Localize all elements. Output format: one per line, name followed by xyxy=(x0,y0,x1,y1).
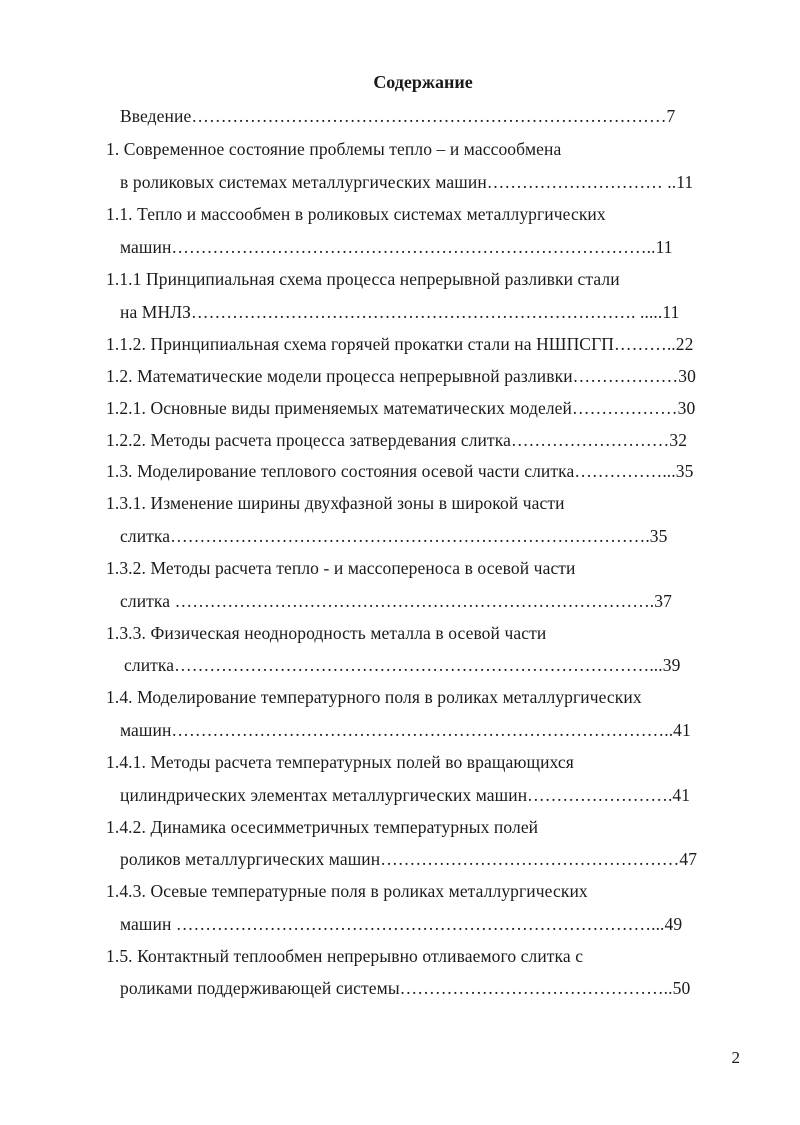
toc-line: 1.3.3. Физическая неоднородность металла в осевой части xyxy=(106,623,547,643)
toc-line: слитка……………………………………………………………………….35 xyxy=(120,526,668,546)
toc-line: машин…………………………………………………………………………..41 xyxy=(120,720,691,740)
toc-line: в роликовых системах металлургических машин………………………… ..11 xyxy=(120,172,694,192)
toc-line: 1. Современное состояние проблемы тепло – и массообмена xyxy=(106,139,562,159)
toc-line: машин ………………………………………………………………………...49 xyxy=(120,914,683,934)
toc-line: 1.2.2. Методы расчета процесса затвердевания слитка………………………32 xyxy=(106,430,688,450)
toc-line: 1.1.1 Принципиальная схема процесса непрерывной разливки стали xyxy=(106,269,620,289)
toc-line: 1.3.1. Изменение ширины двухфазной зоны в широкой части xyxy=(106,493,565,513)
page-number: 2 xyxy=(731,1048,740,1067)
toc-line: 1.4. Моделирование температурного поля в роликах металлургических xyxy=(106,687,642,707)
toc-line: 1.2. Математические модели процесса непрерывной разливки………………30 xyxy=(106,366,696,386)
toc-line: 1.3.2. Методы расчета тепло - и массопереноса в осевой части xyxy=(106,558,576,578)
toc-line: Введение………………………………………………………………………7 xyxy=(120,106,676,126)
toc-line: слитка ……………………………………………………………………….37 xyxy=(120,591,672,611)
page-title: Содержание xyxy=(373,72,473,92)
toc-line: 1.4.1. Методы расчета температурных полей во вращающихся xyxy=(106,752,574,772)
toc-line: 1.1. Тепло и массообмен в роликовых системах металлургических xyxy=(106,204,606,224)
toc-line: 1.4.2. Динамика осесимметричных температурных полей xyxy=(106,817,539,837)
toc-line: 1.3. Моделирование теплового состояния осевой части слитка……………...35 xyxy=(106,461,694,481)
toc-line: слитка………………………………………………………………………...39 xyxy=(124,655,681,675)
toc-line: 1.4.3. Осевые температурные поля в роликах металлургических xyxy=(106,881,588,901)
toc-line: роликов металлургических машин……………………………………………47 xyxy=(120,849,698,869)
toc-line: машин………………………………………………………………………..11 xyxy=(120,237,673,257)
toc-line: роликами поддерживающей системы………………………………………..50 xyxy=(120,978,691,998)
toc-line: 1.1.2. Принципиальная схема горячей прокатки стали на НШПСГП………..22 xyxy=(106,334,694,354)
toc-line: на МНЛЗ…………………………………………………………………. .....11 xyxy=(120,302,680,322)
toc-line: 1.5. Контактный теплообмен непрерывно отливаемого слитка с xyxy=(106,946,584,966)
toc-line: цилиндрических элементах металлургических машин…………………….41 xyxy=(120,785,691,805)
toc-line: 1.2.1. Основные виды применяемых математических моделей………………30 xyxy=(106,398,696,418)
